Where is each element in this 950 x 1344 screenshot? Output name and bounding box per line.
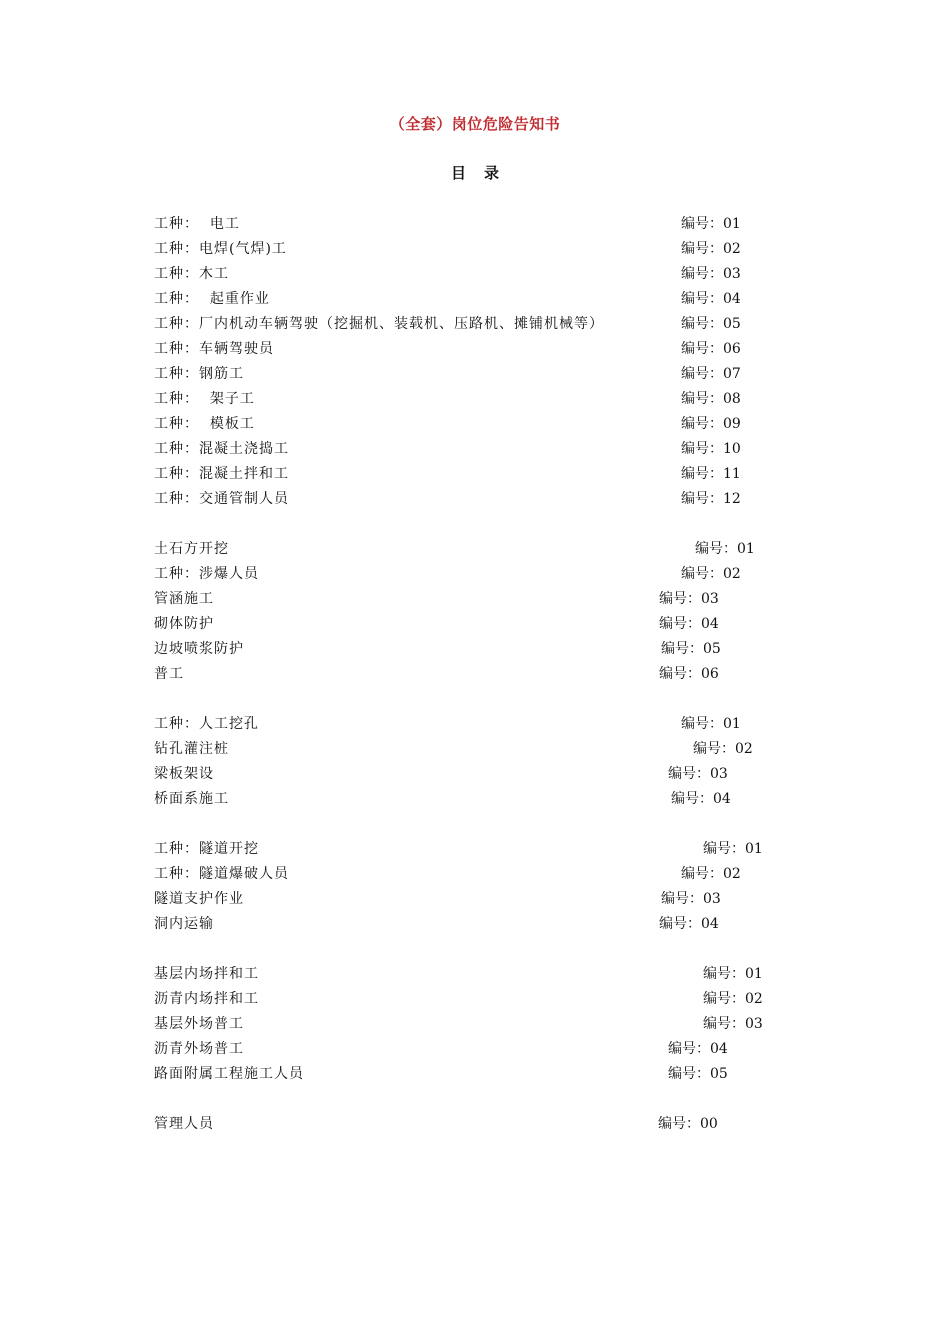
toc-row-number: 编号：02	[703, 991, 763, 1007]
toc-row-number: 编号：05	[681, 316, 741, 332]
toc-row-number: 编号：12	[681, 491, 741, 507]
toc-row	[0, 837, 950, 862]
toc-row	[0, 337, 950, 362]
toc-row-label: 工种：混凝土浇捣工	[154, 441, 289, 457]
toc-row	[0, 412, 950, 437]
toc-row	[0, 562, 950, 587]
toc-row-label: 工种： 模板工	[154, 416, 255, 432]
toc-row-number: 编号：09	[681, 416, 741, 432]
toc-row-label: 钻孔灌注桩	[154, 741, 229, 757]
toc-row	[0, 887, 950, 912]
toc-row-number: 编号：06	[659, 666, 719, 682]
toc-row-label: 管涵施工	[154, 591, 214, 607]
toc-row	[0, 312, 950, 337]
toc-row-number: 编号：01	[703, 966, 763, 982]
toc-row-number: 编号：05	[661, 641, 721, 657]
section-gap	[0, 1087, 950, 1112]
toc-row-label: 工种：车辆驾驶员	[154, 341, 274, 357]
toc-row	[0, 1037, 950, 1062]
section-gap	[0, 512, 950, 537]
toc-row	[0, 537, 950, 562]
toc-row	[0, 1112, 950, 1137]
toc-row-label: 管理人员	[154, 1116, 214, 1132]
toc-row-label: 桥面系施工	[154, 791, 229, 807]
toc-row	[0, 387, 950, 412]
toc-row-number: 编号：01	[681, 216, 741, 232]
toc-row-number: 编号：04	[659, 916, 719, 932]
toc-row-number: 编号：03	[661, 891, 721, 907]
toc-row-number: 编号：04	[659, 616, 719, 632]
toc-row-number: 编号：00	[658, 1116, 718, 1132]
toc-row	[0, 437, 950, 462]
toc-row	[0, 1012, 950, 1037]
toc-row-number: 编号：06	[681, 341, 741, 357]
toc-row-label: 工种：交通管制人员	[154, 491, 289, 507]
toc-row	[0, 987, 950, 1012]
toc-row-number: 编号：02	[681, 241, 741, 257]
toc-row-label: 基层内场拌和工	[154, 966, 259, 982]
toc-row-label: 普工	[154, 666, 184, 682]
toc-row-number: 编号：04	[671, 791, 731, 807]
toc-row-label: 工种： 架子工	[154, 391, 255, 407]
section-gap	[0, 937, 950, 962]
toc-row	[0, 362, 950, 387]
toc-row	[0, 212, 950, 237]
toc-row-label: 工种： 起重作业	[154, 291, 270, 307]
toc-row-number: 编号：11	[681, 466, 741, 482]
section-gap	[0, 687, 950, 712]
toc-list	[0, 212, 950, 1137]
toc-row	[0, 262, 950, 287]
toc-row-label: 沥青外场普工	[154, 1041, 244, 1057]
toc-row-number: 编号：03	[703, 1016, 763, 1032]
toc-row-number: 编号：02	[681, 866, 741, 882]
toc-row-number: 编号：07	[681, 366, 741, 382]
toc-row	[0, 487, 950, 512]
toc-row-label: 隧道支护作业	[154, 891, 244, 907]
toc-row	[0, 912, 950, 937]
toc-row-label: 洞内运输	[154, 916, 214, 932]
toc-row-label: 工种：厂内机动车辆驾驶（挖掘机、装载机、压路机、摊铺机械等）	[154, 316, 604, 332]
toc-row	[0, 612, 950, 637]
toc-row-number: 编号：01	[695, 541, 755, 557]
toc-row-number: 编号：05	[668, 1066, 728, 1082]
toc-row	[0, 787, 950, 812]
toc-row	[0, 462, 950, 487]
toc-row-number: 编号：02	[693, 741, 753, 757]
toc-row	[0, 862, 950, 887]
toc-row-label: 工种：隧道爆破人员	[154, 866, 289, 882]
toc-row-label: 路面附属工程施工人员	[154, 1066, 304, 1082]
toc-row-label: 工种：人工挖孔	[154, 716, 259, 732]
toc-row	[0, 737, 950, 762]
toc-row	[0, 637, 950, 662]
toc-row-label: 工种：钢筋工	[154, 366, 244, 382]
toc-row-number: 编号：01	[681, 716, 741, 732]
toc-row	[0, 712, 950, 737]
toc-row-number: 编号：02	[681, 566, 741, 582]
toc-row-number: 编号：03	[681, 266, 741, 282]
toc-row-label: 边坡喷浆防护	[154, 641, 244, 657]
toc-row-number: 编号：03	[668, 766, 728, 782]
toc-row-number: 编号：10	[681, 441, 741, 457]
toc-heading: 目录	[450, 164, 517, 182]
toc-row-number: 编号：04	[681, 291, 741, 307]
toc-row-label: 工种：混凝土拌和工	[154, 466, 289, 482]
toc-row	[0, 662, 950, 687]
toc-row-number: 编号：01	[703, 841, 763, 857]
toc-row-number: 编号：03	[659, 591, 719, 607]
toc-row-label: 梁板架设	[154, 766, 214, 782]
toc-row	[0, 287, 950, 312]
toc-row-label: 工种：电焊(气焊)工	[154, 241, 287, 257]
toc-row-label: 沥青内场拌和工	[154, 991, 259, 1007]
toc-row-number: 编号：08	[681, 391, 741, 407]
toc-row-label: 砌体防护	[154, 616, 214, 632]
document-title: （全套）岗位危险告知书	[389, 115, 561, 133]
section-gap	[0, 812, 950, 837]
toc-row	[0, 587, 950, 612]
toc-row	[0, 1062, 950, 1087]
toc-row	[0, 762, 950, 787]
toc-row	[0, 962, 950, 987]
toc-row-label: 工种： 电工	[154, 216, 240, 232]
toc-row-label: 基层外场普工	[154, 1016, 244, 1032]
toc-row	[0, 237, 950, 262]
toc-row-number: 编号：04	[668, 1041, 728, 1057]
toc-row-label: 工种：木工	[154, 266, 229, 282]
toc-row-label: 土石方开挖	[154, 541, 229, 557]
toc-row-label: 工种：涉爆人员	[154, 566, 259, 582]
toc-row-label: 工种：隧道开挖	[154, 841, 259, 857]
